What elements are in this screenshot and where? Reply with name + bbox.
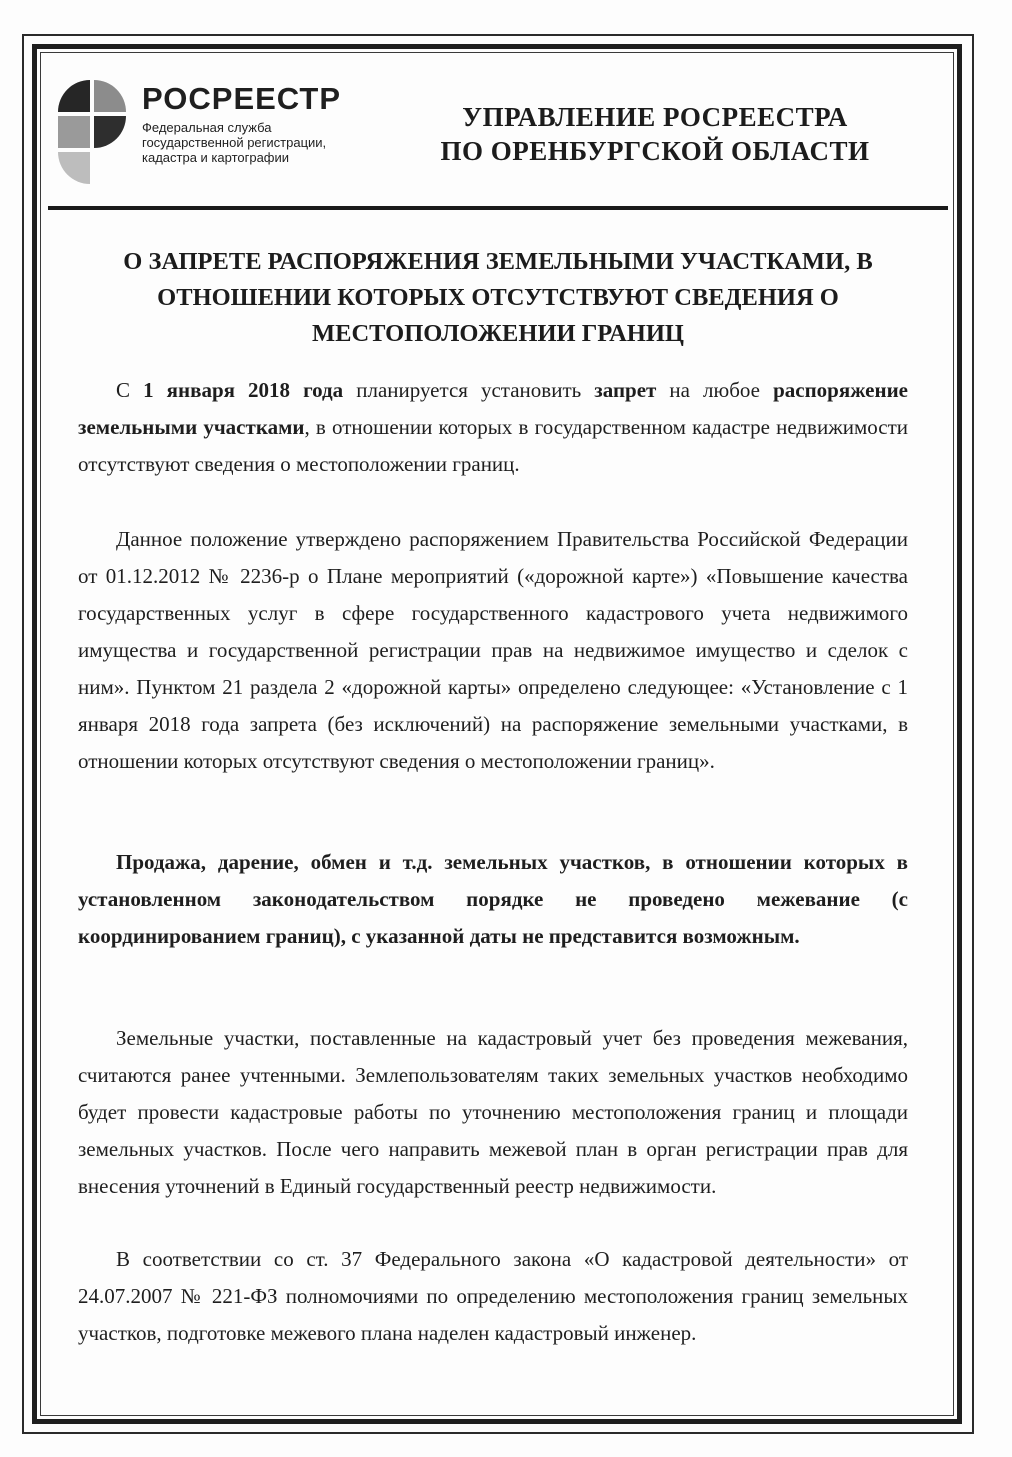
- paragraph-cadastral-engineer: [78, 1241, 908, 1352]
- rosreestr-logo-icon: [52, 74, 132, 198]
- title-line: ОТНОШЕНИИ КОТОРЫХ ОТСУТСТВУЮТ СВЕДЕНИЯ О: [157, 284, 839, 311]
- brand-subtitle-line: кадастра и картографии: [142, 150, 290, 165]
- paragraph-previously-registered: [78, 1020, 908, 1205]
- text-run: планируется установить: [343, 378, 595, 402]
- title-line: МЕСТОПОЛОЖЕНИИ ГРАНИЦ: [312, 320, 684, 347]
- paragraph-legal-basis: [78, 521, 908, 780]
- paragraph-consequence: [78, 844, 908, 955]
- title-line: О ЗАПРЕТЕ РАСПОРЯЖЕНИЯ ЗЕМЕЛЬНЫМИ УЧАСТКАМИ, В: [123, 248, 873, 275]
- brand-block: [142, 82, 372, 165]
- text-run: С: [116, 378, 144, 402]
- bold-term: распоряжение земельными участками: [78, 378, 908, 439]
- bold-term: запрет: [594, 378, 657, 402]
- paragraph-text: Земельные участки, поставленные на кадастровый учет без проведения межевания, считаются ранее учтенными. Землепользователям таких земельных участков необходимо будет провести кадастровые работы по уточнению местоположения границ и площади земельных участков. После чего направить межевой план в орган регистрации прав для внесения уточнений в Единый государственный реестр недвижимости.: [78, 1026, 908, 1198]
- paragraph-text: Продажа, дарение, обмен и т.д. земельных участков, в отношении которых в установленном законодательством порядке не проведено межевание (с координированием границ), с указанной даты не представится возможным.: [78, 850, 908, 948]
- header-divider: [48, 206, 948, 210]
- brand-subtitle-line: государственной регистрации,: [142, 135, 327, 150]
- brand-subtitle: [142, 120, 372, 165]
- paragraph-text: В соответствии со ст. 37 Федерального закона «О кадастровой деятельности» от 24.07.2007 № 221-ФЗ полномочиями по определению местоположения границ земельных участков, подготовке межевого плана наделен кадастровый инженер.: [78, 1247, 908, 1345]
- paragraph-ban-announcement: [78, 372, 908, 483]
- text-run: на любое: [656, 378, 774, 402]
- text-run: , в отношении которых в государственном кадастре недвижимости отсутствуют сведения о местоположении границ.: [78, 415, 908, 476]
- agency-heading: [410, 100, 900, 168]
- brand-name: РОСРЕЕСТР: [142, 81, 342, 116]
- document-title: [56, 244, 940, 352]
- bold-date: 1 января 2018 года: [143, 378, 344, 402]
- agency-line: ПО ОРЕНБУРГСКОЙ ОБЛАСТИ: [440, 136, 870, 166]
- brand-subtitle-line: Федеральная служба: [142, 120, 272, 135]
- agency-line: УПРАВЛЕНИЕ РОСРЕЕСТРА: [462, 102, 848, 132]
- paragraph-text: Данное положение утверждено распоряжением Правительства Российской Федерации от 01.12.2012 № 2236-р о Плане мероприятий («дорожной карте») «Повышение качества государственных услуг в сфере государственного кадастрового учета недвижимого имущества и государственной регистрации прав на недвижимое имущество и сделок с ним». Пунктом 21 раздела 2 «дорожной карты» определено следующее: «Установление с 1 января 2018 года запрета (без исключений) на распоряжение земельными участками, в отношении которых отсутствуют сведения о местоположении границ».: [78, 527, 908, 773]
